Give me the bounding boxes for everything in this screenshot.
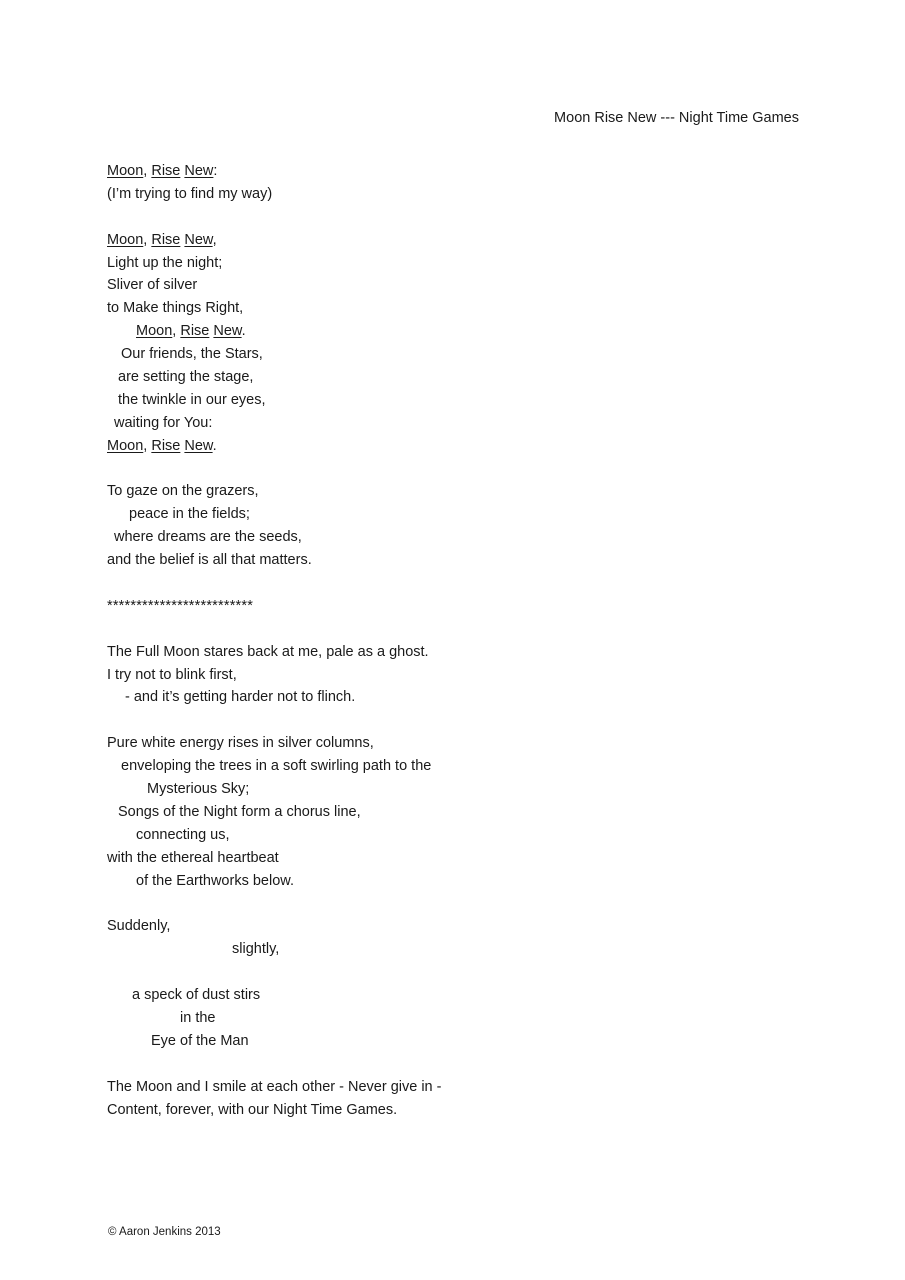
poem-line: The Moon and I smile at each other - Never give in - xyxy=(107,1078,442,1095)
new-word: New xyxy=(184,163,214,179)
poem-line: peace in the fields; xyxy=(129,506,250,523)
new-word: New xyxy=(184,437,213,454)
poem-line: - and it’s getting harder not to flinch. xyxy=(125,689,356,706)
poem-line: I try not to blink first, xyxy=(107,666,237,683)
new-word: New xyxy=(213,323,242,340)
refrain-line: Moon, Rise New, xyxy=(107,231,217,248)
page-header-title: Moon Rise New --- Night Time Games xyxy=(554,110,799,126)
poem-body xyxy=(107,160,807,1121)
poem-line: connecting us, xyxy=(136,826,230,843)
copyright-notice: © Aaron Jenkins 2013 xyxy=(108,1226,221,1238)
poem-line: Pure white energy rises in silver columns, xyxy=(107,735,374,752)
moon-word: Moon xyxy=(107,437,144,454)
rise-word: Rise xyxy=(151,163,181,179)
poem-line: are setting the stage, xyxy=(118,369,254,386)
poem-line: where dreams are the seeds, xyxy=(114,529,302,546)
poem-line: Our friends, the Stars, xyxy=(121,346,263,363)
poem-line: Content, forever, with our Night Time Games. xyxy=(107,1101,398,1118)
refrain-line: Moon, Rise New. xyxy=(107,437,217,454)
poem-line: the twinkle in our eyes, xyxy=(118,391,266,408)
poem-subtitle-line: (I’m trying to find my way) xyxy=(107,185,273,202)
poem-title-line: Moon, Rise New: xyxy=(107,163,218,179)
moon-word: Moon xyxy=(107,231,144,248)
poem-line: enveloping the trees in a soft swirling path to the xyxy=(121,758,432,775)
poem-line: and the belief is all that matters. xyxy=(107,552,312,569)
poem-line: slightly, xyxy=(232,941,280,958)
title-punctuation: : xyxy=(213,163,218,179)
moon-word: Moon xyxy=(107,163,144,179)
rise-word: Rise xyxy=(151,437,181,454)
new-word: New xyxy=(184,231,213,248)
poem-line: Suddenly, xyxy=(107,918,171,935)
poem-line: a speck of dust stirs xyxy=(132,987,261,1004)
poem-line: with the ethereal heartbeat xyxy=(107,849,279,866)
poem-line: Mysterious Sky; xyxy=(147,781,250,798)
moon-word: Moon xyxy=(136,323,173,340)
rise-word: Rise xyxy=(180,323,210,340)
poem-line: to Make things Right, xyxy=(107,300,244,317)
poem-line: Sliver of silver xyxy=(107,277,198,294)
refrain-line: Moon, Rise New. xyxy=(136,323,246,340)
poem-line: in the xyxy=(180,1009,216,1026)
poem-line: waiting for You: xyxy=(114,414,213,431)
rise-word: Rise xyxy=(151,231,181,248)
poem-line: The Full Moon stares back at me, pale as a ghost. xyxy=(107,643,429,660)
poem-line: Songs of the Night form a chorus line, xyxy=(118,803,361,820)
poem-line: of the Earthworks below. xyxy=(136,872,294,889)
poem-line: Light up the night; xyxy=(107,254,223,271)
poem-line: To gaze on the grazers, xyxy=(107,483,259,500)
section-divider: ************************* xyxy=(107,597,254,614)
poem-line: Eye of the Man xyxy=(151,1032,249,1049)
